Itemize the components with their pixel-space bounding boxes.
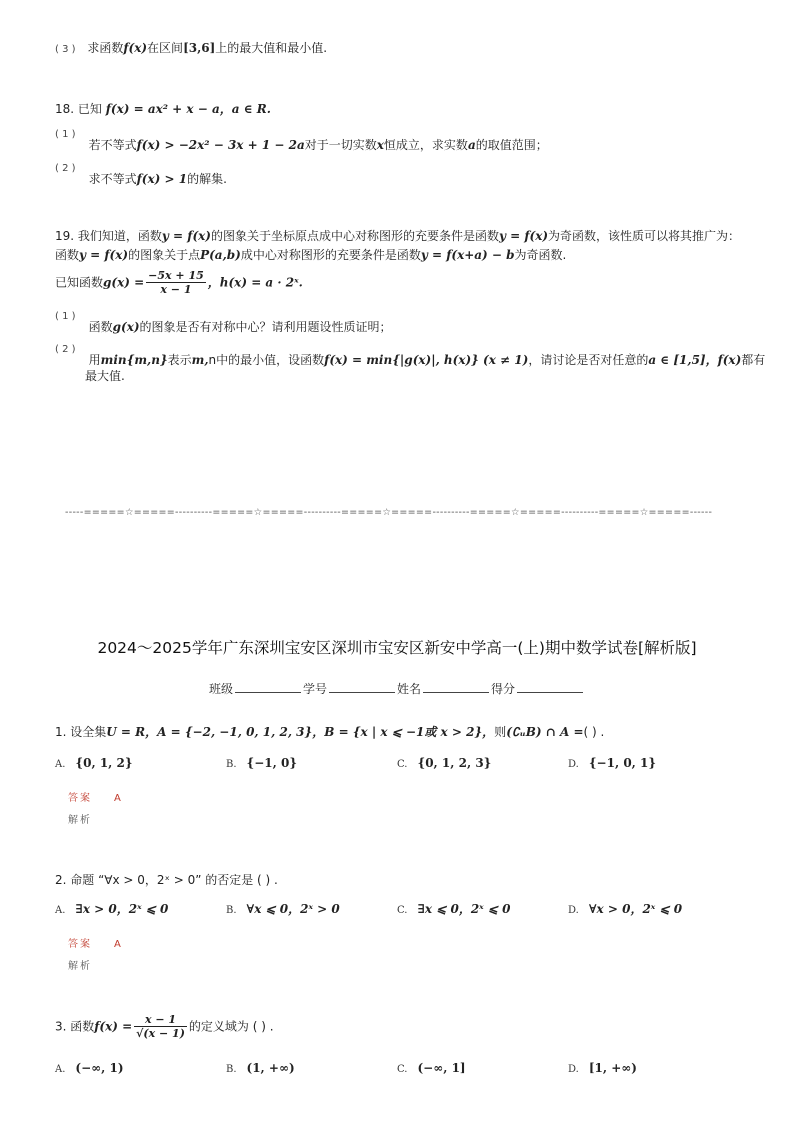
answer-label: 答案 — [68, 939, 92, 950]
question-2-analysis-label: 解析 — [68, 961, 92, 972]
question-18-part1: $^{( 1 )}$ $_{若不等式f(x) > -2x^2 - 3x + 1 - 2a对于一切实数x恒成立,求实数a的取值范围;}$ — [55, 129, 548, 152]
question-18-part2: $^{( 2 )}$ $_{求不等式f(x) > 1的解集.}$ — [55, 163, 227, 186]
question-1-option-d[interactable]: D. {−1, 0, 1} — [568, 756, 657, 770]
question-19-part2: $^{( 2 )}$ $_{用min\{m,n\}表示m,n中的最小值,设函数f(x) = min\{|g(x)|, h(x)\} (x \ne 1),请讨论是否对任意的a \in [1,5],f(x)都有}$ — [55, 344, 766, 367]
question-2-option-d[interactable]: D. ∀x > 0，2ˣ ⩽ 0 — [568, 902, 683, 916]
question-19-line2: 函数y = f(x)的图象关于点P(a,b)成中心对称图形的充要条件是函数y = f(x+a) − b为奇函数. — [55, 248, 567, 262]
question-19-part1: $^{( 1 )}$ $_{函数g(x)的图象是否有对称中心?请利用题设性质证明;}$ — [55, 311, 392, 334]
page-separator: -----=====☆=====----------=====☆=====----------=====☆=====----------=====☆=====----------=====☆=====------ — [65, 507, 713, 518]
question-1-analysis-label: 解析 — [68, 815, 92, 826]
question-1-answer — [68, 786, 123, 805]
question-19-part2-line2: 最大值. — [85, 369, 125, 383]
name-field[interactable] — [423, 681, 489, 693]
class-field[interactable] — [235, 681, 301, 693]
question-3-option-d[interactable]: D. [1, +∞) — [568, 1061, 637, 1075]
question-19-line1: 19. 我们知道，函数y = f(x)的图象关于坐标原点成中心对称图形的充要条件是函数y = f(x)为奇函数，该性质可以将其推广为： — [55, 229, 741, 243]
part-number: ( 3 ) — [55, 44, 76, 55]
question-1-stem: 1. 设全集U = R，A = {−2, −1, 0, 1, 2, 3}，B = {x | x ⩽ −1或 x > 2}，则(∁ᵤB) ∩ A =( ) . — [55, 725, 605, 739]
score-label: 得分 — [491, 682, 516, 696]
class-label: 班级 — [208, 682, 233, 696]
name-label: 姓名 — [397, 682, 422, 696]
id-field[interactable] — [329, 681, 395, 693]
question-3-option-a[interactable]: A. (−∞, 1) — [55, 1061, 124, 1075]
prev-question-part3: ( 3 ) 求函数f(x)在区间[3,6]上的最大值和最小值. — [55, 41, 328, 55]
answer-value: A — [114, 939, 123, 950]
question-19-given: 已知函数g(x) = $\frac{-5x + 15}{x - 1}$ ，h(x) = a · 2ˣ. — [55, 269, 303, 296]
question-18-stem: 18. 已知 f(x) = ax² + x − a，a ∈ R. — [55, 102, 271, 116]
page-title: 2024～2025学年广东深圳宝安区深圳市宝安区新安中学高一(上)期中数学试卷[解析版] — [97, 639, 697, 657]
question-3-stem: 3. 函数f(x) = $\frac{x - 1}{√(x - 1)}$ 的定义域为 ( ) . — [55, 1013, 274, 1040]
question-1-option-c[interactable]: C. {0, 1, 2, 3} — [397, 756, 492, 770]
score-field[interactable] — [517, 681, 583, 693]
student-info-row — [0, 681, 794, 697]
question-1-option-b[interactable]: B. {−1, 0} — [226, 756, 298, 770]
question-3-option-c[interactable]: C. (−∞, 1] — [397, 1061, 466, 1075]
fraction: $\frac{-5x + 15}{x - 1}$ — [148, 269, 204, 296]
question-2-option-a[interactable]: A. ∃x > 0，2ˣ ⩽ 0 — [55, 902, 169, 916]
question-3-option-b[interactable]: B. (1, +∞) — [226, 1061, 295, 1075]
id-label: 学号 — [302, 682, 327, 696]
question-2-stem: 2. 命题 “∀x > 0，2ˣ > 0” 的否定是 ( ) . — [55, 873, 278, 887]
question-2-option-c[interactable]: C. ∃x ⩽ 0，2ˣ ⩽ 0 — [397, 902, 511, 916]
answer-label: 答案 — [68, 793, 92, 804]
question-2-option-b[interactable]: B. ∀x ⩽ 0，2ˣ > 0 — [226, 902, 340, 916]
fraction: $\frac{x - 1}{√(x - 1)}$ — [136, 1013, 185, 1040]
question-1-option-a[interactable]: A. {0, 1, 2} — [55, 756, 133, 770]
question-2-answer — [68, 932, 123, 951]
answer-value: A — [114, 793, 123, 804]
